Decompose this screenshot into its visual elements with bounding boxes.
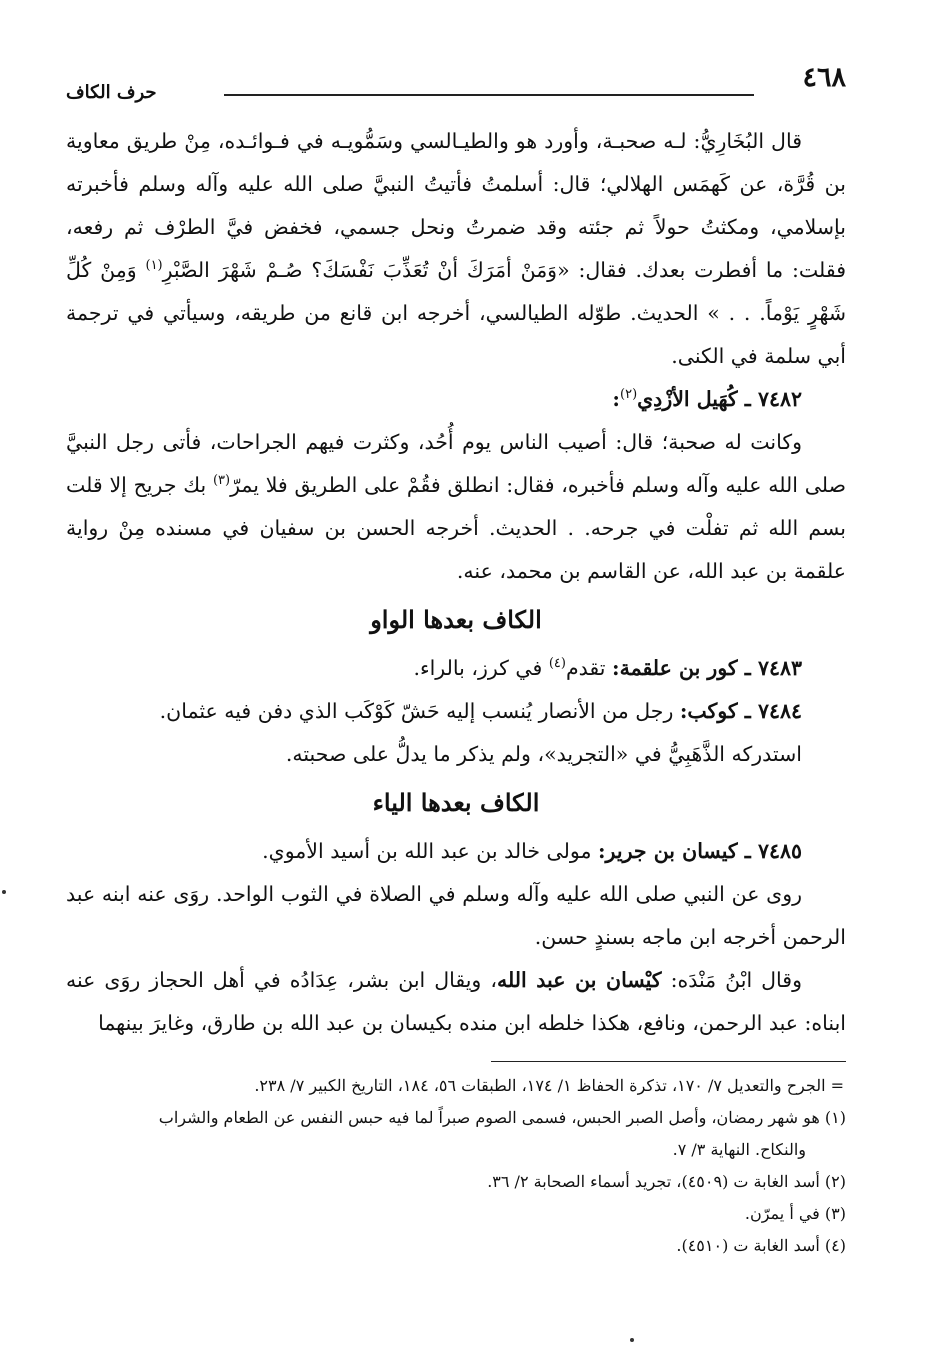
section-heading-waw: الكاف بعدها الواو [370, 605, 542, 634]
entry-title: ٧٤٨٤ ـ كوكب: [679, 699, 802, 723]
footnote-3: (٣) في أ يمرّن. [744, 1204, 846, 1223]
entry-title: ٧٤٨٢ ـ كُهَيل الأزْدِي [637, 387, 802, 411]
person-name: كيْسان بن عبد الله [496, 968, 662, 992]
paragraph-text: وكانت له صحبة؛ قال: أصيب الناس يوم أُحُد، وكثرت فيهم الجراحات، فأتى رجل النبيَّ صلى الله عليه وآله وسلم فأخبره، فقال: انطلق فقُمْ على الطريق فلا يمرّ [66, 430, 847, 497]
footnote-ref-2: (٢) [620, 387, 638, 403]
footnote-2: (٢) أسد الغابة ت (٤٥٠٩)، تجريد أسماء الصحابة ٢/ ٣٦. [487, 1172, 846, 1191]
paragraph-text: ، ويقال ابن بشر، عِدَادُه في أهل الحجاز روَى عنه ابناه: عبد الرحمن، ونافع، هكذا خلطه ابن منده بكيسان بن عبد الله بن طارق، وغايرَ بينهما [66, 968, 846, 1035]
section-heading-ya: الكاف بعدها الياء [372, 788, 540, 817]
entry-title-colon: : [612, 387, 620, 411]
entry-text-continued: في كرز، بالراء. [413, 656, 549, 680]
scan-speck [630, 1338, 634, 1342]
entry-7484 [66, 690, 846, 733]
entry-7485 [66, 830, 846, 873]
footnote-4: (٤) أسد الغابة ت (٤٥١٠). [676, 1236, 846, 1255]
entry-text: رجل من الأنصار يُنسب إليه حَشّ كَوْكَب الذي دفن فيه عثمان. [159, 699, 680, 723]
paragraph-text-continued: بك جريح إلا قلت بسم الله ثم تفلْت في جرحه. . الحديث. أخرجه الحسن بن سفيان في مسنده مِنْ رواية علقمة بن عبد الله، عن القاسم بن محمد، عنه. [66, 473, 846, 583]
footnote-ref-3: (٣) [212, 473, 231, 489]
footnote-ref-4: (٤) [548, 656, 566, 672]
paragraph-ibn-mandah [66, 959, 846, 1045]
running-head [66, 62, 846, 102]
paragraph-lead: وقال ابْنُ مَنْدَه: [661, 968, 802, 992]
book-page [66, 62, 846, 1362]
body-text [66, 120, 846, 1045]
footnote-rule [491, 1061, 846, 1062]
paragraph-text-continued: وَمِنْ كُلِّ شَهْرٍ يَوْماً. . . » الحديث. طوّله الطيالسي، أخرجه ابن قانع من طريقه، وسيأتي في ترجمة أبي سلمة في الكنى. [66, 258, 846, 368]
footnotes [66, 1070, 846, 1262]
footnote-ref-1: (١) [145, 258, 163, 274]
footnote-continuation: = الجرح والتعديل ٧/ ١٧٠، تذكرة الحفاظ ١/ ١٧٤، الطبقات ٥٦، ١٨٤، التاريخ الكبير ٧/ ٢٣٨. [254, 1076, 844, 1095]
footnote-1: (١) هو شهر رمضان، وأصل الصبر الحبس، فسمى الصوم صبراً لما فيه حبس النفس عن الطعام والشراب [158, 1108, 846, 1127]
paragraph-kawkab-note: استدركه الذَّهَبِيُّ في «التجريد»، ولم يذكر ما يدلُّ على صحبته. [285, 742, 802, 766]
header-rule [224, 94, 754, 96]
paragraph-kaysan: روى عن النبي صلى الله عليه وآله وسلم في الصلاة في الثوب الواحد. روَى عنه ابنه عبد الرحمن أخرجه ابن ماجه بسندٍ حسن. [66, 882, 846, 949]
entry-7483 [66, 647, 846, 690]
chapter-title: حرف الكاف [66, 82, 157, 103]
entry-text: مولى خالد بن عبد الله بن أسيد الأموي. [262, 839, 598, 863]
page-number: ٤٦٨ [802, 62, 846, 93]
entry-text: تقدم [565, 656, 613, 680]
entry-title: ٧٤٨٥ ـ كيسان بن جرير: [597, 839, 802, 863]
entry-title: ٧٤٨٣ ـ كور بن علقمة: [612, 656, 802, 680]
footnote-1-continued: والنكاح. النهاية ٣/ ٧. [672, 1140, 806, 1159]
scan-speck [2, 890, 6, 894]
paragraph-kuhail [66, 421, 846, 593]
entry-7482 [66, 378, 846, 421]
paragraph-text: قال البُخَارِيُّ: لـه صحبـة، وأورد هو والطيـالسي وسَمُّويـه في فـوائـده، مِنْ طريق معاوية بن قُرَّة، عن كَهمَس الهلالي؛ قال: أسلمتُ فأتيتُ النبيَّ صلى الله عليه وآله وسلم فأخبرته بإسلامي، ومكثتُ حولاً ثم جئته وقد ضمرتُ ونحل جسمي، فخفض فيَّ الطرْف ثم رفعه، فقلت: ما أفطرت بعدك. فقال: «وَمَنْ أمَرَكَ أنْ تُعَذِّبَ نَفْسَكَ؟ صُـمْ شَهْرَ الصَّبْرِ [66, 129, 846, 282]
paragraph-kahmas [66, 120, 846, 378]
